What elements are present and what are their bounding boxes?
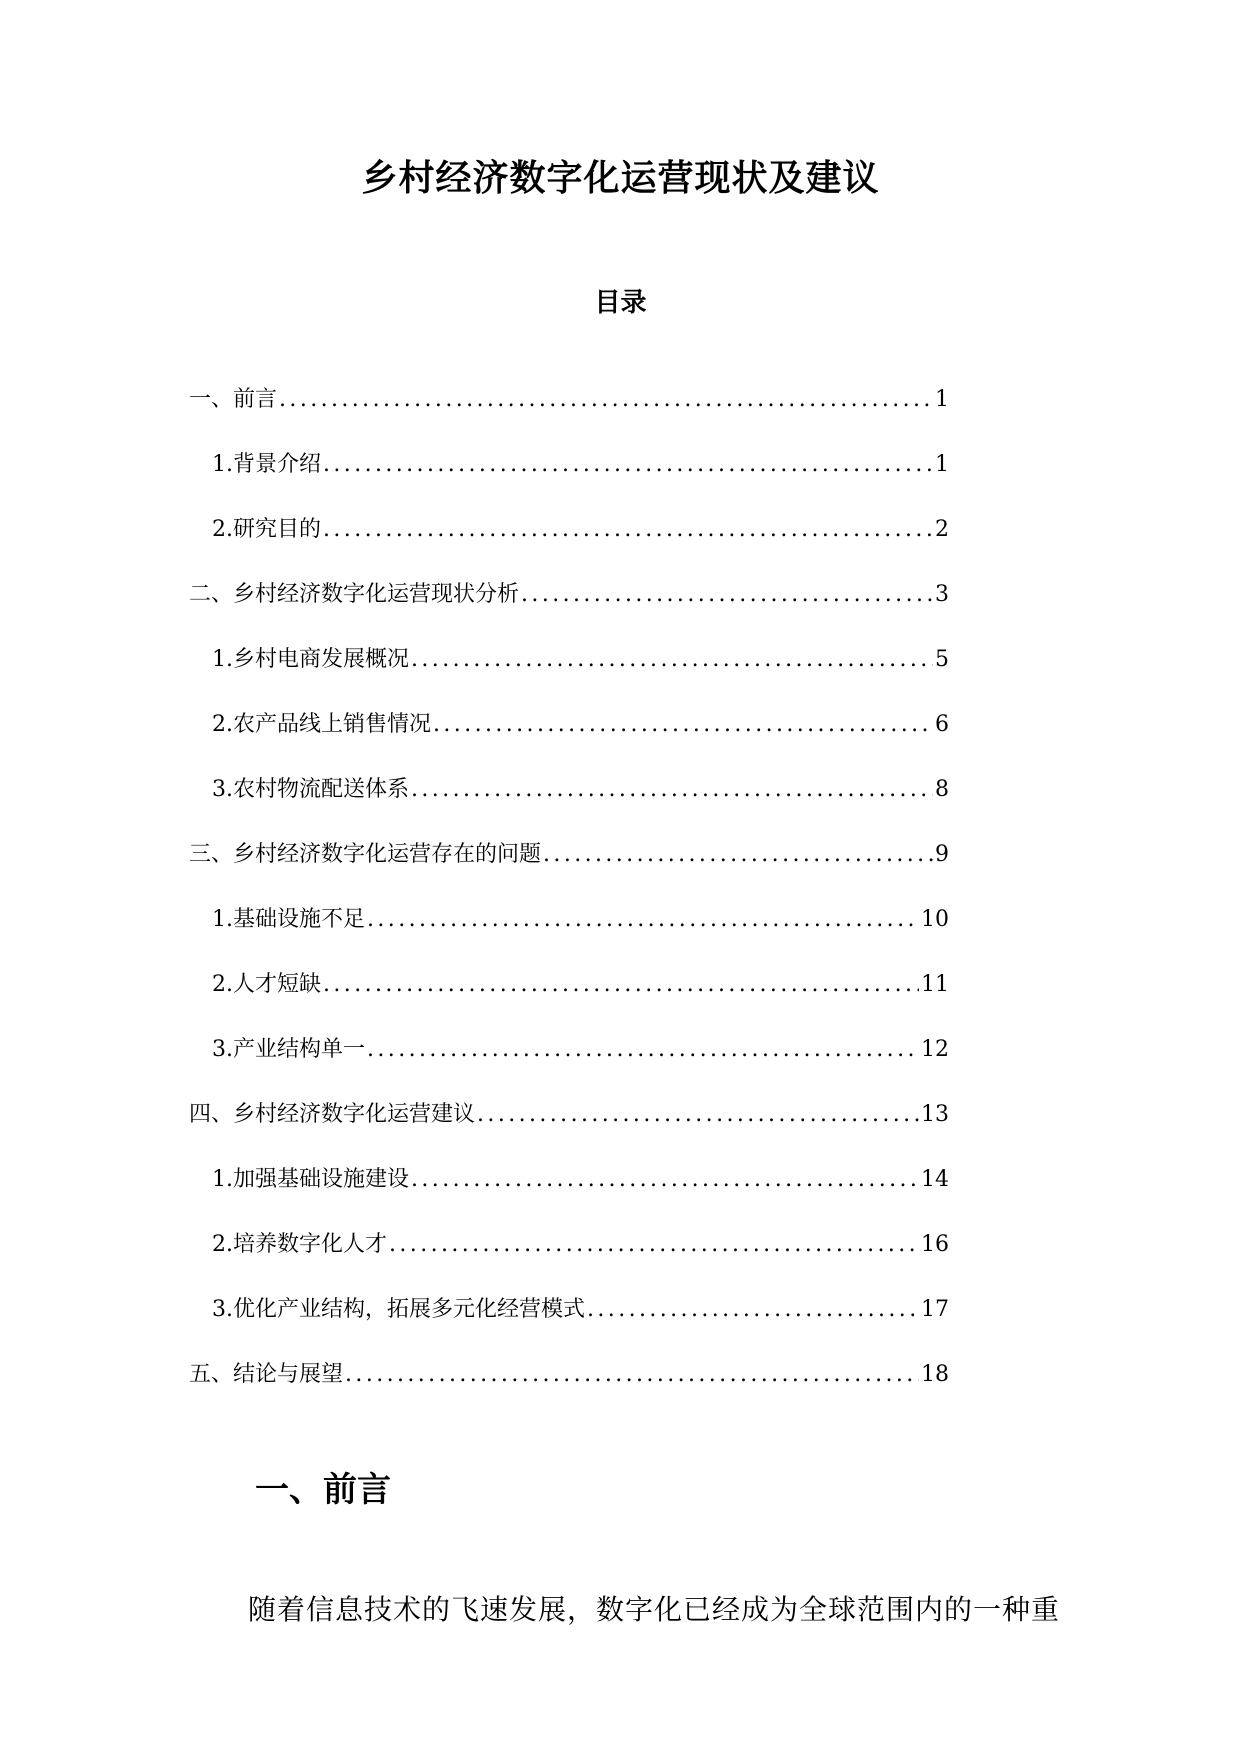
toc-entry-label: 乡村经济数字化运营存在的问题 — [233, 842, 542, 867]
body-paragraph: 随着信息技术的飞速发展，数字化已经成为全球范围内的一种重 — [248, 1593, 1061, 1626]
toc-entry-page: 14 — [921, 1167, 949, 1192]
toc-entry-number: 1. — [212, 907, 233, 932]
toc-entry[interactable] — [0, 1035, 1241, 1100]
toc-entry[interactable] — [0, 450, 1241, 515]
toc-leader-dots — [367, 1035, 919, 1065]
toc-entry-number: 3. — [212, 1297, 233, 1322]
toc-entry-page: 13 — [921, 1102, 949, 1127]
toc-entry-number: 3. — [212, 777, 233, 802]
toc-entry[interactable] — [0, 775, 1241, 840]
toc-entry-label: 优化产业结构，拓展多元化经营模式 — [233, 1297, 586, 1322]
toc-entry-page: 12 — [921, 1037, 949, 1062]
toc-entry[interactable] — [0, 1165, 1241, 1230]
toc-entry-label: 背景介绍 — [233, 452, 322, 477]
toc-leader-dots — [411, 775, 933, 805]
toc-entry-number: 2. — [212, 1232, 233, 1257]
toc-entry-number: 二、 — [189, 582, 234, 607]
toc-leader-dots — [389, 1230, 919, 1260]
toc-entry-page: 6 — [935, 712, 949, 737]
toc-entry-number: 一、 — [189, 387, 234, 412]
toc-entry-label: 乡村经济数字化运营现状分析 — [233, 582, 520, 607]
toc-entry-number: 三、 — [189, 842, 234, 867]
toc-entry[interactable] — [0, 385, 1241, 450]
toc-entry[interactable] — [0, 905, 1241, 970]
toc-leader-dots — [411, 1165, 919, 1195]
toc-leader-dots — [543, 840, 933, 870]
toc-entry-label: 产业结构单一 — [233, 1037, 366, 1062]
toc-entry-page: 18 — [921, 1362, 949, 1387]
table-of-contents — [0, 385, 1241, 1425]
toc-leader-dots — [345, 1360, 919, 1390]
toc-entry-page: 2 — [935, 517, 949, 542]
toc-entry[interactable] — [0, 840, 1241, 905]
toc-leader-dots — [367, 905, 919, 935]
toc-entry[interactable] — [0, 1295, 1241, 1360]
toc-entry-label: 基础设施不足 — [233, 907, 366, 932]
toc-entry-page: 1 — [935, 452, 949, 477]
toc-entry-page: 3 — [935, 582, 949, 607]
toc-leader-dots — [477, 1100, 919, 1130]
toc-entry[interactable] — [0, 710, 1241, 775]
toc-entry[interactable] — [0, 515, 1241, 580]
section-heading: 一、前言 — [255, 1470, 391, 1510]
toc-leader-dots — [411, 645, 933, 675]
toc-entry-label: 加强基础设施建设 — [233, 1167, 410, 1192]
toc-title: 目录 — [594, 288, 647, 318]
toc-leader-dots — [521, 580, 933, 610]
toc-entry-label: 农村物流配送体系 — [233, 777, 410, 802]
toc-leader-dots — [323, 970, 919, 1000]
toc-leader-dots — [433, 710, 933, 740]
toc-leader-dots — [587, 1295, 919, 1325]
toc-entry-label: 农产品线上销售情况 — [233, 712, 432, 737]
toc-entry-label: 研究目的 — [233, 517, 322, 542]
toc-entry-number: 3. — [212, 1037, 233, 1062]
toc-entry-page: 17 — [921, 1297, 949, 1322]
toc-entry-number: 五、 — [189, 1362, 234, 1387]
toc-entry-label: 人才短缺 — [233, 972, 322, 997]
toc-entry[interactable] — [0, 1360, 1241, 1425]
toc-entry-page: 1 — [935, 387, 949, 412]
toc-entry-label: 乡村电商发展概况 — [233, 647, 410, 672]
toc-entry-label: 结论与展望 — [233, 1362, 344, 1387]
toc-entry-label: 乡村经济数字化运营建议 — [233, 1102, 476, 1127]
toc-entry-number: 四、 — [189, 1102, 234, 1127]
toc-entry-page: 5 — [935, 647, 949, 672]
toc-entry[interactable] — [0, 1100, 1241, 1165]
toc-entry-number: 2. — [212, 517, 233, 542]
toc-leader-dots — [279, 385, 933, 415]
toc-entry-number: 1. — [212, 1167, 233, 1192]
toc-entry-label: 培养数字化人才 — [233, 1232, 388, 1257]
toc-entry-page: 9 — [935, 842, 949, 867]
toc-entry-number: 1. — [212, 647, 233, 672]
toc-entry-page: 11 — [921, 972, 949, 997]
toc-entry[interactable] — [0, 1230, 1241, 1295]
toc-entry[interactable] — [0, 580, 1241, 645]
toc-entry-page: 10 — [921, 907, 949, 932]
toc-entry[interactable] — [0, 645, 1241, 710]
toc-entry-label: 前言 — [233, 387, 278, 412]
toc-entry[interactable] — [0, 970, 1241, 1035]
document-title: 乡村经济数字化运营现状及建议 — [361, 157, 880, 199]
toc-entry-number: 1. — [212, 452, 233, 477]
toc-entry-page: 16 — [921, 1232, 949, 1257]
toc-leader-dots — [323, 450, 933, 480]
toc-entry-number: 2. — [212, 972, 233, 997]
toc-entry-number: 2. — [212, 712, 233, 737]
toc-entry-page: 8 — [935, 777, 949, 802]
toc-leader-dots — [323, 515, 933, 545]
